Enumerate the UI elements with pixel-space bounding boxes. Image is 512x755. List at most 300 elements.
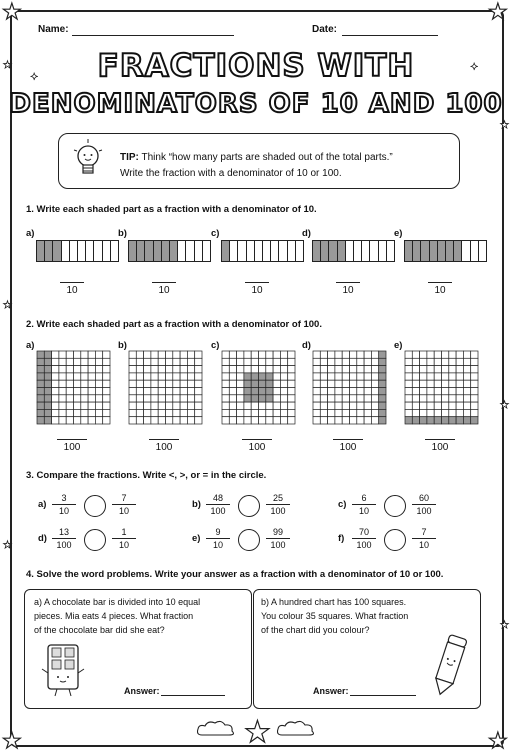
star-icon: ★ <box>488 0 508 25</box>
grid-cell <box>434 395 441 402</box>
numerator: 60 <box>412 493 436 505</box>
grid-cell <box>195 380 202 387</box>
right-fraction <box>112 493 136 516</box>
bar-segment <box>78 241 86 261</box>
grid-cell <box>313 417 320 424</box>
item-label: b) <box>192 499 201 510</box>
grid-cell <box>371 388 378 395</box>
denominator: 10 <box>58 506 69 516</box>
star-icon: ★ <box>244 715 271 750</box>
grid-cell <box>266 388 273 395</box>
answer-fraction[interactable] <box>422 439 458 453</box>
tip-line-1: Think “how many parts are shaded out of the total parts.” <box>141 152 393 163</box>
fraction-line <box>57 439 87 440</box>
grid-cell <box>103 395 110 402</box>
grid-cell <box>449 366 456 373</box>
grid-cell <box>434 417 441 424</box>
grid-cell <box>237 366 244 373</box>
grid-cell <box>320 380 327 387</box>
grid-cell <box>129 388 136 395</box>
grid-cell <box>173 351 180 358</box>
grid-cell <box>259 388 266 395</box>
grid-cell <box>379 388 386 395</box>
grid-cell <box>37 417 44 424</box>
grid-cell <box>129 417 136 424</box>
grid-cell <box>81 351 88 358</box>
grid-cell <box>129 366 136 373</box>
bar-segment <box>145 241 153 261</box>
grid-cell <box>463 388 470 395</box>
grid-cell <box>251 358 258 365</box>
answer-fraction[interactable] <box>54 439 90 453</box>
grid-cell <box>158 409 165 416</box>
grid-cell <box>81 366 88 373</box>
tip-line-2: Write the fraction with a denominator of 10 or 100. <box>120 168 342 179</box>
grid-cell <box>463 395 470 402</box>
grid-cell <box>449 417 456 424</box>
grid-cell <box>427 395 434 402</box>
bar-segment <box>247 241 255 261</box>
answer-fraction[interactable] <box>146 439 182 453</box>
denominator: 10 <box>251 285 263 296</box>
grid-cell <box>427 409 434 416</box>
grid-cell <box>420 402 427 409</box>
title-line-1: FRACTIONS WITH <box>97 48 415 84</box>
grid-cell <box>44 388 51 395</box>
fraction-bar <box>36 240 119 262</box>
grid-cell <box>187 395 194 402</box>
grid-cell <box>273 417 280 424</box>
grid-cell <box>195 402 202 409</box>
grid-cell <box>136 402 143 409</box>
name-field[interactable] <box>72 35 234 36</box>
grid-cell <box>158 373 165 380</box>
grid-cell <box>66 380 73 387</box>
right-fraction <box>266 527 290 550</box>
grid-cell <box>129 395 136 402</box>
grid-cell <box>449 402 456 409</box>
grid-cell <box>471 417 478 424</box>
grid-cell <box>244 358 251 365</box>
grid-cell <box>288 388 295 395</box>
right-fraction <box>412 493 436 516</box>
grid-cell <box>95 358 102 365</box>
cloud-icon <box>276 719 318 737</box>
grid-cell <box>180 366 187 373</box>
grid-cell <box>81 358 88 365</box>
denominator: 10 <box>434 285 446 296</box>
grid-cell <box>427 351 434 358</box>
grid-cell <box>151 395 158 402</box>
grid-cell <box>37 395 44 402</box>
grid-cell <box>273 351 280 358</box>
grid-cell <box>371 380 378 387</box>
grid-cell <box>357 417 364 424</box>
compare-circle[interactable] <box>384 529 406 551</box>
grid-cell <box>364 351 371 358</box>
denominator: 100 <box>155 442 173 453</box>
grid-cell <box>251 402 258 409</box>
grid-cell <box>273 373 280 380</box>
grid-cell <box>288 358 295 365</box>
fraction-line <box>333 439 363 440</box>
problem-a-line-3: of the chocolate bar did she eat? <box>34 625 165 635</box>
grid-cell <box>463 402 470 409</box>
grid-cell <box>342 380 349 387</box>
answer-a-field[interactable] <box>161 695 225 696</box>
grid-cell <box>280 388 287 395</box>
grid-cell <box>195 395 202 402</box>
denominator: 10 <box>358 506 369 516</box>
grid-cell <box>456 358 463 365</box>
hundred-grid <box>36 350 111 425</box>
grid-cell <box>180 388 187 395</box>
numerator: 7 <box>112 493 136 505</box>
bar-segment <box>379 241 387 261</box>
grid-cell <box>379 380 386 387</box>
grid-cell <box>371 409 378 416</box>
grid-cell <box>412 373 419 380</box>
grid-cell <box>320 417 327 424</box>
grid-cell <box>266 402 273 409</box>
grid-cell <box>158 402 165 409</box>
grid-cell <box>405 402 412 409</box>
left-fraction <box>352 493 376 516</box>
grid-cell <box>59 402 66 409</box>
grid-cell <box>342 351 349 358</box>
grid-cell <box>166 402 173 409</box>
grid-cell <box>259 395 266 402</box>
grid-cell <box>405 417 412 424</box>
grid-cell <box>173 409 180 416</box>
grid-cell <box>103 358 110 365</box>
grid-cell <box>103 366 110 373</box>
grid-cell <box>471 402 478 409</box>
compare-circle[interactable] <box>84 529 106 551</box>
grid-cell <box>244 366 251 373</box>
grid-cell <box>251 409 258 416</box>
grid-cell <box>195 417 202 424</box>
bar-segment <box>195 241 203 261</box>
grid-cell <box>456 409 463 416</box>
grid-cell <box>158 358 165 365</box>
grid-cell <box>449 395 456 402</box>
grid-cell <box>364 417 371 424</box>
grid-cell <box>405 395 412 402</box>
grid-cell <box>427 417 434 424</box>
grid-cell <box>320 409 327 416</box>
grid-cell <box>266 373 273 380</box>
grid-cell <box>434 380 441 387</box>
grid-cell <box>144 380 151 387</box>
grid-cell <box>66 373 73 380</box>
compare-circle[interactable] <box>384 495 406 517</box>
grid-cell <box>266 351 273 358</box>
grid-cell <box>313 388 320 395</box>
grid-cell <box>222 409 229 416</box>
grid-cell <box>244 402 251 409</box>
grid-cell <box>244 395 251 402</box>
grid-cell <box>166 358 173 365</box>
fraction-line <box>60 282 84 283</box>
bar-segment <box>454 241 462 261</box>
grid-cell <box>59 380 66 387</box>
grid-cell <box>166 388 173 395</box>
grid-cell <box>456 417 463 424</box>
question-2-title: 2. Write each shaded part as a fraction with a denominator of 100. <box>26 319 322 330</box>
grid-cell <box>144 358 151 365</box>
grid-cell <box>37 366 44 373</box>
grid-cell <box>129 373 136 380</box>
grid-cell <box>288 366 295 373</box>
grid-cell <box>357 409 364 416</box>
compare-circle[interactable] <box>238 529 260 551</box>
grid-cell <box>44 395 51 402</box>
date-field[interactable] <box>342 35 438 36</box>
grid-cell <box>456 366 463 373</box>
answer-fraction[interactable] <box>425 282 455 296</box>
grid-cell <box>273 366 280 373</box>
star-icon: ★ <box>2 729 22 754</box>
grid-cell <box>379 351 386 358</box>
grid-cell <box>66 366 73 373</box>
grid-cell <box>66 409 73 416</box>
grid-cell <box>328 395 335 402</box>
grid-cell <box>37 409 44 416</box>
grid-cell <box>74 409 81 416</box>
grid-cell <box>379 366 386 373</box>
grid-cell <box>180 402 187 409</box>
grid-cell <box>442 388 449 395</box>
grid-cell <box>173 388 180 395</box>
bar-segment <box>370 241 378 261</box>
grid-cell <box>103 409 110 416</box>
grid-cell <box>166 373 173 380</box>
answer-fraction[interactable] <box>333 282 363 296</box>
bar-segment <box>178 241 186 261</box>
grid-cell <box>180 380 187 387</box>
grid-cell <box>151 373 158 380</box>
grid-cell <box>320 395 327 402</box>
grid-cell <box>37 402 44 409</box>
grid-cell <box>37 380 44 387</box>
grid-cell <box>88 388 95 395</box>
denominator: 100 <box>210 506 226 516</box>
item-label: f) <box>338 533 345 544</box>
grid-cell <box>342 366 349 373</box>
grid-cell <box>442 395 449 402</box>
grid-cell <box>420 395 427 402</box>
grid-cell <box>144 409 151 416</box>
grid-cell <box>280 417 287 424</box>
grid-cell <box>288 373 295 380</box>
grid-cell <box>144 373 151 380</box>
grid-cell <box>180 395 187 402</box>
bar-segment <box>438 241 446 261</box>
answer-fraction[interactable] <box>330 439 366 453</box>
left-fraction <box>352 527 376 550</box>
bar-segment <box>430 241 438 261</box>
grid-cell <box>420 380 427 387</box>
grid-cell <box>379 373 386 380</box>
grid-cell <box>471 409 478 416</box>
grid-cell <box>335 417 342 424</box>
grid-cell <box>273 395 280 402</box>
grid-cell <box>151 380 158 387</box>
bar-segment <box>162 241 170 261</box>
grid-cell <box>434 402 441 409</box>
grid-cell <box>273 358 280 365</box>
grid-cell <box>350 380 357 387</box>
grid-cell <box>222 366 229 373</box>
grid-cell <box>251 417 258 424</box>
denominator: 100 <box>270 506 286 516</box>
grid-cell <box>222 417 229 424</box>
grid-cell <box>251 373 258 380</box>
grid-cell <box>173 358 180 365</box>
numerator: 25 <box>266 493 290 505</box>
grid-cell <box>144 417 151 424</box>
answer-b-field[interactable] <box>350 695 416 696</box>
grid-cell <box>442 358 449 365</box>
grid-cell <box>456 373 463 380</box>
grid-cell <box>44 380 51 387</box>
fraction-line <box>152 282 176 283</box>
grid-cell <box>434 388 441 395</box>
grid-cell <box>129 402 136 409</box>
grid-cell <box>471 366 478 373</box>
grid-cell <box>52 409 59 416</box>
grid-cell <box>328 351 335 358</box>
denominator: 100 <box>63 442 81 453</box>
grid-cell <box>81 395 88 402</box>
fraction-line <box>336 282 360 283</box>
item-label: d) <box>38 533 47 544</box>
grid-cell <box>136 395 143 402</box>
grid-cell <box>237 380 244 387</box>
star-icon: ✦ <box>30 72 39 83</box>
grid-cell <box>328 358 335 365</box>
compare-circle[interactable] <box>84 495 106 517</box>
grid-cell <box>180 373 187 380</box>
grid-cell <box>449 388 456 395</box>
star-icon: ★ <box>2 0 22 25</box>
fraction-bar <box>221 240 304 262</box>
grid-cell <box>357 380 364 387</box>
grid-cell <box>259 380 266 387</box>
item-label: c) <box>211 340 220 351</box>
grid-cell <box>74 358 81 365</box>
grid-cell <box>342 409 349 416</box>
grid-cell <box>420 358 427 365</box>
grid-cell <box>427 358 434 365</box>
grid-cell <box>313 351 320 358</box>
grid-cell <box>379 402 386 409</box>
grid-cell <box>166 366 173 373</box>
grid-cell <box>158 388 165 395</box>
grid-cell <box>95 402 102 409</box>
grid-cell <box>427 373 434 380</box>
fraction-bar <box>312 240 395 262</box>
numerator: 7 <box>412 527 436 539</box>
grid-cell <box>342 373 349 380</box>
grid-cell <box>463 380 470 387</box>
denominator: 10 <box>418 540 429 550</box>
fraction-bar <box>128 240 211 262</box>
grid-cell <box>288 402 295 409</box>
grid-cell <box>187 380 194 387</box>
grid-cell <box>74 373 81 380</box>
bar-segment <box>255 241 263 261</box>
grid-cell <box>81 380 88 387</box>
grid-cell <box>81 409 88 416</box>
grid-cell <box>37 388 44 395</box>
star-icon: ★ <box>500 620 509 631</box>
bar-segment <box>154 241 162 261</box>
grid-cell <box>420 388 427 395</box>
grid-cell <box>37 351 44 358</box>
grid-cell <box>273 402 280 409</box>
grid-cell <box>237 358 244 365</box>
grid-cell <box>103 380 110 387</box>
grid-cell <box>52 388 59 395</box>
denominator: 10 <box>118 540 129 550</box>
answer-fraction[interactable] <box>57 282 87 296</box>
grid-cell <box>229 402 236 409</box>
grid-cell <box>320 373 327 380</box>
grid-cell <box>405 358 412 365</box>
fraction-bar <box>404 240 487 262</box>
grid-cell <box>88 358 95 365</box>
grid-cell <box>59 351 66 358</box>
grid-cell <box>103 402 110 409</box>
grid-cell <box>357 366 364 373</box>
compare-circle[interactable] <box>238 495 260 517</box>
grid-cell <box>95 417 102 424</box>
item-label: e) <box>192 533 201 544</box>
bar-segment <box>37 241 45 261</box>
grid-cell <box>52 358 59 365</box>
grid-cell <box>222 388 229 395</box>
question-1-title: 1. Write each shaded part as a fraction with a denominator of 10. <box>26 204 317 215</box>
grid-cell <box>320 358 327 365</box>
grid-cell <box>280 380 287 387</box>
denominator: 100 <box>431 442 449 453</box>
grid-cell <box>328 402 335 409</box>
problem-a-line-2: pieces. Mia eats 4 pieces. What fraction <box>34 611 194 621</box>
grid-cell <box>244 388 251 395</box>
grid-cell <box>95 409 102 416</box>
grid-cell <box>350 351 357 358</box>
grid-cell <box>273 388 280 395</box>
grid-cell <box>151 366 158 373</box>
answer-fraction[interactable] <box>239 439 275 453</box>
grid-cell <box>335 409 342 416</box>
grid-cell <box>129 409 136 416</box>
grid-cell <box>266 380 273 387</box>
grid-cell <box>151 351 158 358</box>
item-label: d) <box>302 340 311 351</box>
grid-cell <box>237 395 244 402</box>
grid-cell <box>350 366 357 373</box>
answer-fraction[interactable] <box>149 282 179 296</box>
grid-cell <box>463 373 470 380</box>
grid-cell <box>463 351 470 358</box>
grid-cell <box>66 402 73 409</box>
grid-cell <box>74 366 81 373</box>
answer-fraction[interactable] <box>242 282 272 296</box>
grid-cell <box>357 373 364 380</box>
